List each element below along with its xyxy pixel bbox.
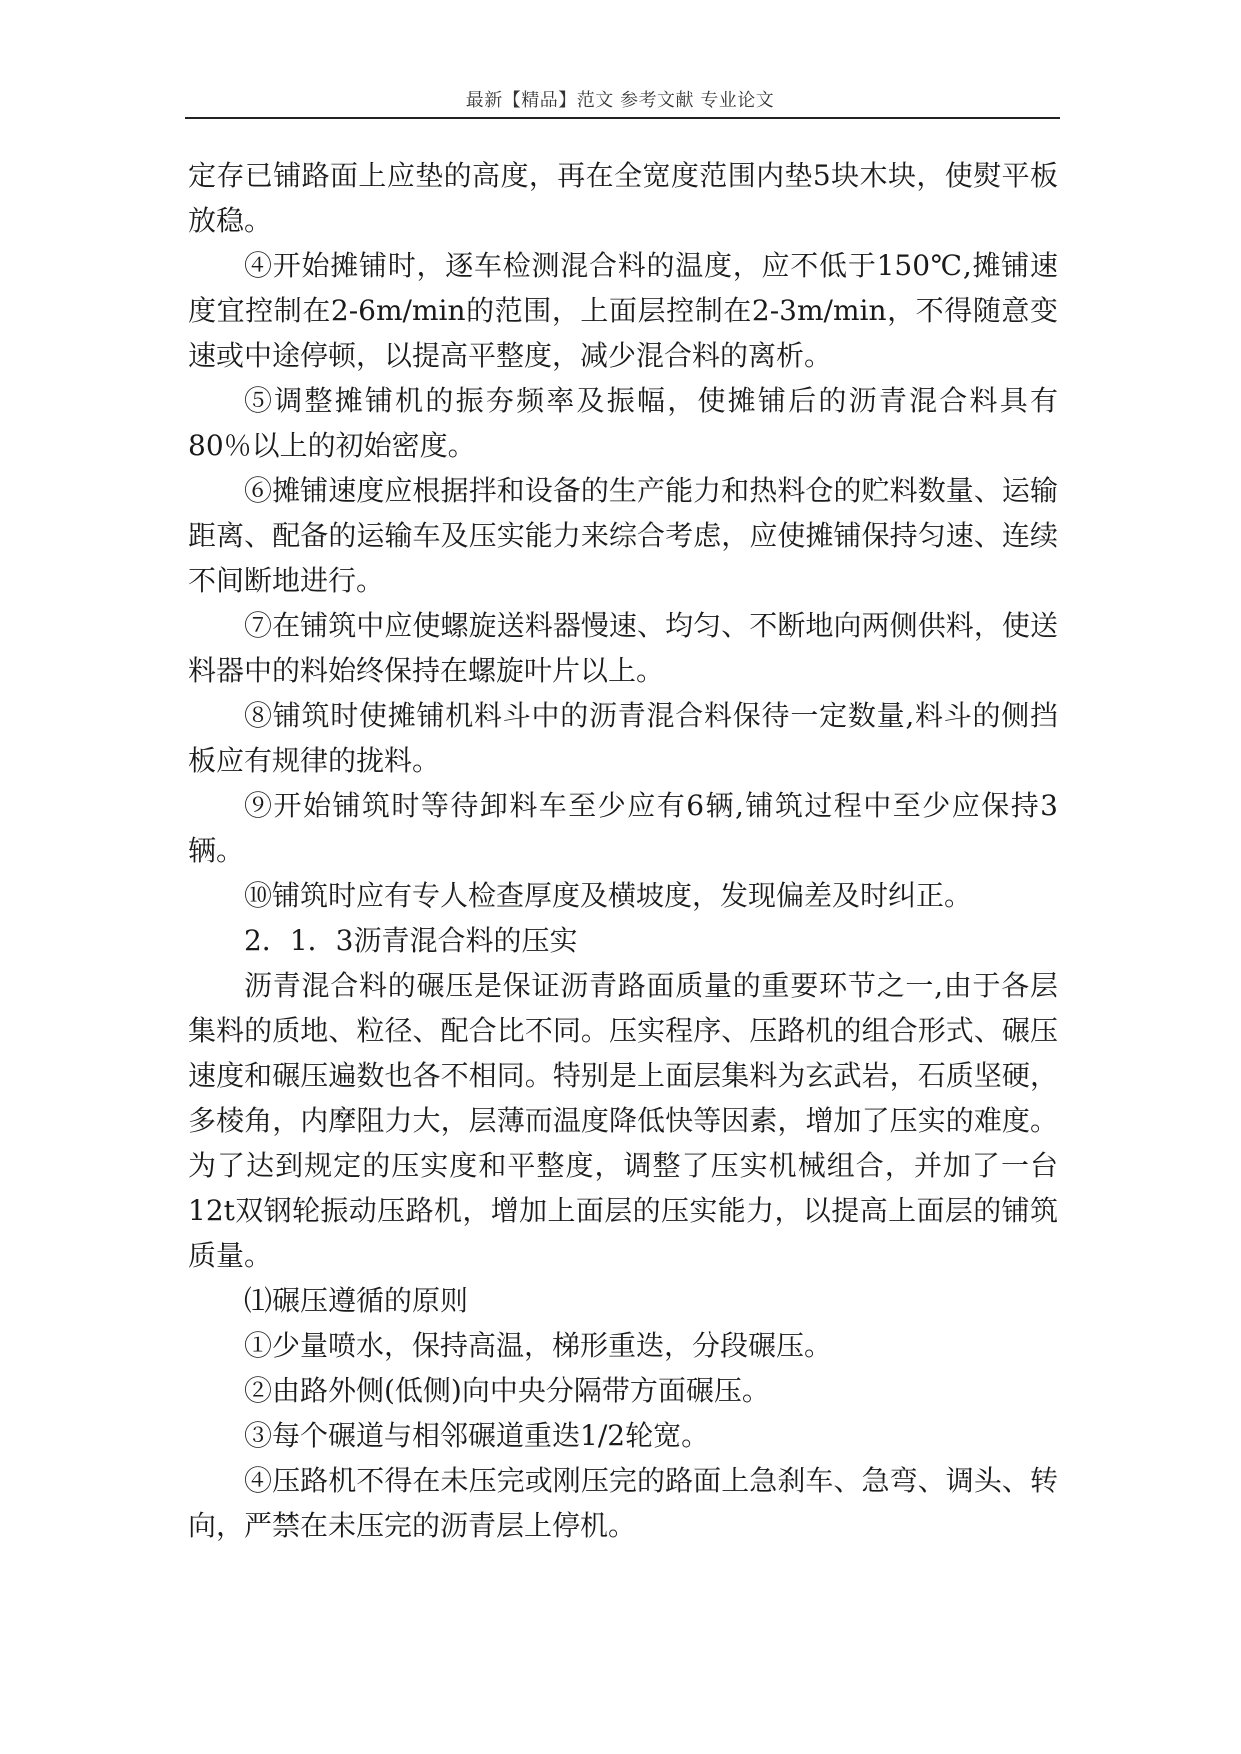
principle-item-4: ④压路机不得在未压完或刚压完的路面上急刹车、急弯、调头、转向，严禁在未压完的沥青层上停机。 [188, 1464, 1058, 1542]
document-body [188, 153, 1058, 1548]
page-header: 最新【精品】范文 参考文献 专业论文 [465, 90, 775, 111]
paragraph-item-6: ⑥摊铺速度应根据拌和设备的生产能力和热料仓的贮料数量、运输距离、配备的运输车及压实能力来综合考虑，应使摊铺保持匀速、连续不间断地进行。 [188, 474, 1058, 597]
principle-item-3: ③每个碾道与相邻碾道重迭1/2轮宽。 [244, 1419, 710, 1452]
paragraph-item-7: ⑦在铺筑中应使螺旋送料器慢速、均匀、不断地向两侧供料，使送料器中的料始终保持在螺旋叶片以上。 [188, 609, 1058, 687]
principle-item-2: ②由路外侧(低侧)向中央分隔带方面碾压。 [244, 1374, 770, 1407]
paragraph-continuation: 定存已铺路面上应垫的高度，再在全宽度范围内垫5块木块，使熨平板放稳。 [188, 159, 1058, 237]
paragraph-item-8: ⑧铺筑时使摊铺机料斗中的沥青混合料保待一定数量,料斗的侧挡板应有规律的拢料。 [188, 699, 1058, 777]
section-heading-2-1-3: 2．1．3沥青混合料的压实 [244, 924, 578, 957]
paragraph-compaction-intro: 沥青混合料的碾压是保证沥青路面质量的重要环节之一,由于各层集料的质地、粒径、配合比不同。压实程序、压路机的组合形式、碾压速度和碾压遍数也各不相同。特别是上面层集料为玄武岩，石质坚硬，多棱角，内摩阻力大，层薄而温度降低快等因素，增加了压实的难度。为了达到规定的压实度和平整度，调整了压实机械组合，并加了一台12t双钢轮振动压路机，增加上面层的压实能力，以提高上面层的铺筑质量。 [188, 969, 1058, 1272]
paragraph-item-4: ④开始摊铺时，逐车检测混合料的温度，应不低于150℃,摊铺速度宜控制在2-6m/min的范围，上面层控制在2-3m/min，不得随意变速或中途停顿，以提高平整度，减少混合料的离析。 [188, 249, 1058, 372]
paragraph-item-9: ⑨开始铺筑时等待卸料车至少应有6辆,铺筑过程中至少应保持3辆。 [188, 789, 1058, 867]
subheading-rolling-principles: ⑴碾压遵循的原则 [244, 1284, 469, 1317]
header-rule [185, 117, 1060, 119]
principle-item-1: ①少量喷水，保持高温，梯形重迭，分段碾压。 [244, 1329, 833, 1362]
paragraph-item-10: ⑩铺筑时应有专人检查厚度及横坡度，发现偏差及时纠正。 [244, 879, 973, 912]
paragraph-item-5: ⑤调整摊铺机的振夯频率及振幅，使摊铺后的沥青混合料具有80％以上的初始密度。 [188, 384, 1058, 462]
